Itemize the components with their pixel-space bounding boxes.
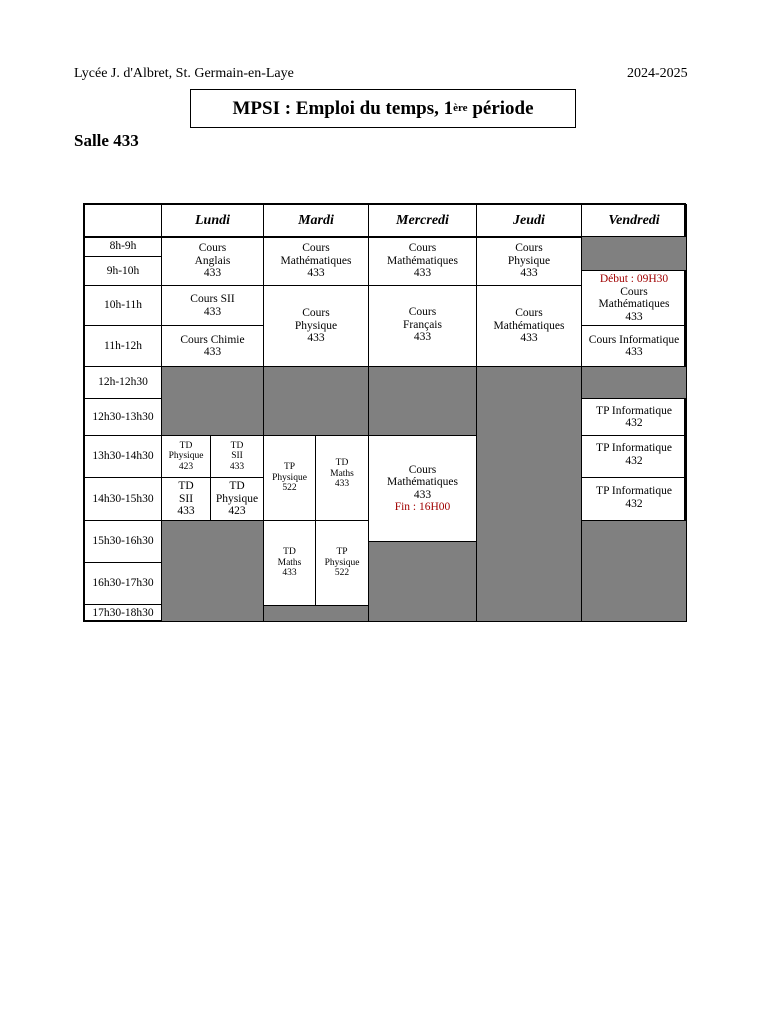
time-slot: 12h30-13h30 [84,398,162,436]
title-sup: ère [453,101,468,114]
day-header-mercredi: Mercredi [368,204,477,238]
vendredi-cours-info: Cours Informatique 433 [581,325,687,367]
mardi-td-maths-2: TD Maths 433 [263,520,316,606]
day-header-vendredi: Vendredi [581,204,687,238]
vendredi-tp-info-3: TP Informatique 432 [581,477,687,521]
vendredi-cours-maths: Début : 09H30 Cours Mathématiques 433 [581,270,687,326]
vendredi-tp-info-2: TP Informatique 432 [581,435,687,478]
lundi-free-midday [161,366,264,436]
vendredi-free-morning [581,236,687,271]
mercredi-cours-maths-am: Cours Mathématiques 433 [368,236,477,286]
time-slot: 16h30-17h30 [84,562,162,605]
day-header-lundi: Lundi [161,204,264,238]
time-slot: 17h30-18h30 [84,604,162,622]
lundi-td-physique-2: TD Physique 423 [210,477,264,521]
day-header-jeudi: Jeudi [476,204,582,238]
time-slot: 14h30-15h30 [84,477,162,521]
timetable [83,203,686,622]
mercredi-end-note: Fin : 16H00 [394,501,451,513]
time-slot: 9h-10h [84,256,162,286]
mardi-free-late [263,605,369,622]
corner-cell [84,204,162,238]
mercredi-free-afternoon [368,541,477,622]
mercredi-cours-maths-pm: Cours Mathématiques 433 Fin : 16H00 [368,435,477,542]
lundi-cours-sii: Cours SII 433 [161,285,264,326]
mardi-free-midday [263,366,369,436]
time-slot: 13h30-14h30 [84,435,162,478]
time-slot: 11h-12h [84,325,162,367]
lundi-td-sii-2: TD SII 433 [161,477,211,521]
vendredi-free-afternoon [581,520,687,622]
lundi-td-physique-1: TD Physique 423 [161,435,211,478]
mardi-tp-physique-2: TP Physique 522 [315,520,369,606]
vendredi-free-midday [581,366,687,399]
mercredi-cours-francais: Cours Français 433 [368,285,477,367]
lundi-td-sii-1: TD SII 433 [210,435,264,478]
time-slot: 10h-11h [84,285,162,326]
time-slot: 15h30-16h30 [84,520,162,563]
room-label: Salle 433 [74,131,139,150]
mercredi-free-midday [368,366,477,436]
jeudi-free-afternoon [476,366,582,622]
lundi-cours-anglais: Cours Anglais 433 [161,236,264,286]
jeudi-cours-maths: Cours Mathématiques 433 [476,285,582,367]
day-header-mardi: Mardi [263,204,369,238]
title-main: MPSI : Emploi du temps, 1 [232,97,454,119]
vendredi-tp-info-1: TP Informatique 432 [581,398,687,436]
lundi-free-afternoon [161,520,264,622]
jeudi-cours-physique: Cours Physique 433 [476,236,582,286]
mardi-cours-maths: Cours Mathématiques 433 [263,236,369,286]
time-slot: 8h-9h [84,236,162,257]
title-end: période [467,97,534,119]
lundi-cours-chimie: Cours Chimie 433 [161,325,264,367]
mardi-tp-physique-1: TP Physique 522 [263,435,316,521]
mardi-cours-physique: Cours Physique 433 [263,285,369,367]
page-title [190,89,576,128]
school-year: 2024-2025 [627,66,688,81]
vendredi-start-note: Début : 09H30 [599,273,669,285]
mardi-td-maths-1: TD Maths 433 [315,435,369,521]
time-slot: 12h-12h30 [84,366,162,399]
school-name: Lycée J. d'Albret, St. Germain-en-Laye [74,66,294,81]
